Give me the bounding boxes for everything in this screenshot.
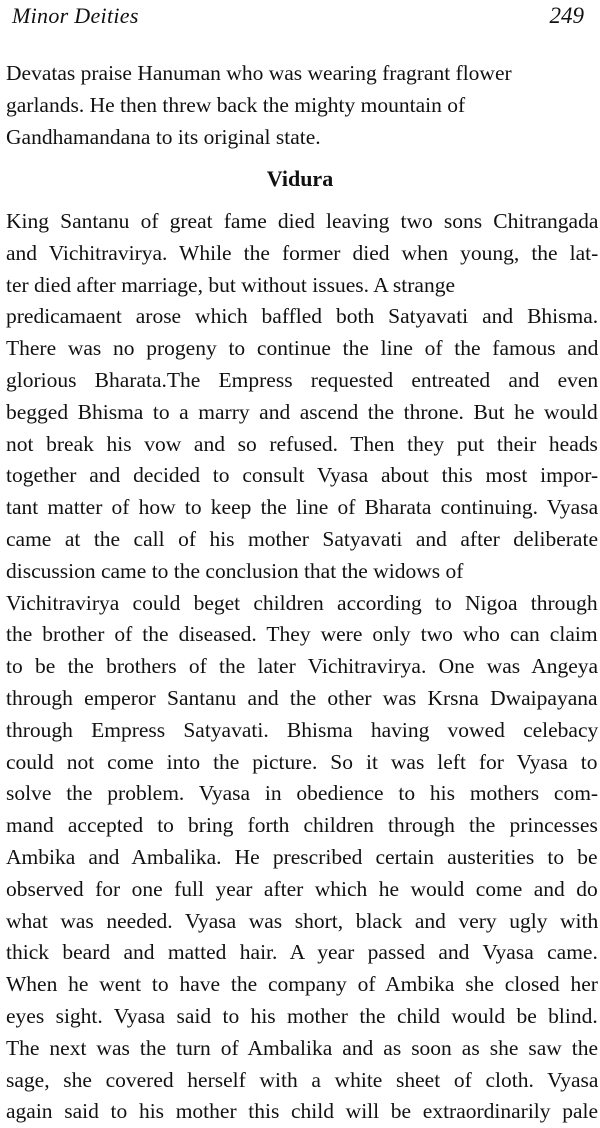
page-number: 249 [549, 3, 584, 28]
text-line: discussion came to the conclusion that the widows of [6, 558, 464, 583]
text-line: King Santanu of great fame died leaving two sons Chitrangada [6, 209, 599, 233]
text-line: to be the brothers of the later Vichitravirya. One was Angeya [6, 654, 599, 679]
text-line: could not come into the picture. So it was left for Vyasa to [6, 749, 598, 774]
text-line: again said to his mother this child will be extraordinarily pale [6, 1099, 599, 1124]
paragraph-vidura [6, 206, 598, 1128]
text-line: and Vichitravirya. While the former died when young, the lat- [6, 240, 599, 265]
text-line: There was no progeny to continue the line of the famous and [6, 336, 599, 361]
text-line: tant matter of how to keep the line of Bharata continuing. Vyasa [6, 495, 599, 520]
text-line: glorious Bharata.The Empress requested entreated and even [6, 367, 599, 392]
section-heading: Vidura [266, 166, 334, 191]
text-line: together and decided to consult Vyasa about this most impor- [6, 463, 599, 488]
text-line: sage, she covered herself with a white sheet of cloth. Vyasa [6, 1067, 599, 1092]
text-line: thick beard and matted hair. A year passed and Vyasa came. [6, 940, 598, 965]
text-line: Ambika and Ambalika. He prescribed certain austerities to be [6, 844, 598, 869]
text-line: When he went to have the company of Ambika she closed her [6, 972, 598, 997]
text-line: Devatas praise Hanuman who was wearing fragrant flower [6, 61, 512, 85]
text-line: the brother of the diseased. They were only two who can claim [6, 622, 598, 647]
text-line: through Empress Satyavati. Bhisma having vowed celebacy [6, 717, 599, 742]
text-line: Gandhamandana to its original state. [6, 124, 321, 149]
text-line: what was needed. Vyasa was short, black and very ugly with [6, 908, 599, 933]
text-line: begged Bhisma to a marry and ascend the throne. But he would [6, 399, 598, 424]
text-line: observed for one full year after which he would come and do [6, 876, 598, 901]
text-line: not break his vow and so refused. Then they put their heads [6, 431, 598, 456]
text-line: The next was the turn of Ambalika and as soon as she saw the [6, 1035, 599, 1060]
text-line: garlands. He then threw back the mighty mountain of [6, 92, 466, 117]
text-line: ter died after marriage, but without issues. A strange [6, 272, 455, 297]
running-head: Minor Deities [12, 3, 139, 28]
text-line: eyes sight. Vyasa said to his mother the child would be blind. [6, 1003, 598, 1028]
text-line: came at the call of his mother Satyavati and after deliberate [6, 526, 598, 551]
text-line: solve the problem. Vyasa in obedience to his mothers com- [6, 781, 599, 806]
text-line: through emperor Santanu and the other was Krsna Dwaipayana [6, 685, 598, 710]
text-line: Vichitravirya could beget children according to Nigoa through [6, 590, 598, 615]
text-line: predicamaent arose which baffled both Satyavati and Bhisma. [6, 304, 599, 329]
paragraph-hanuman [6, 58, 598, 153]
page-header [12, 2, 584, 32]
text-line: mand accepted to bring forth children through the princesses [6, 813, 598, 838]
